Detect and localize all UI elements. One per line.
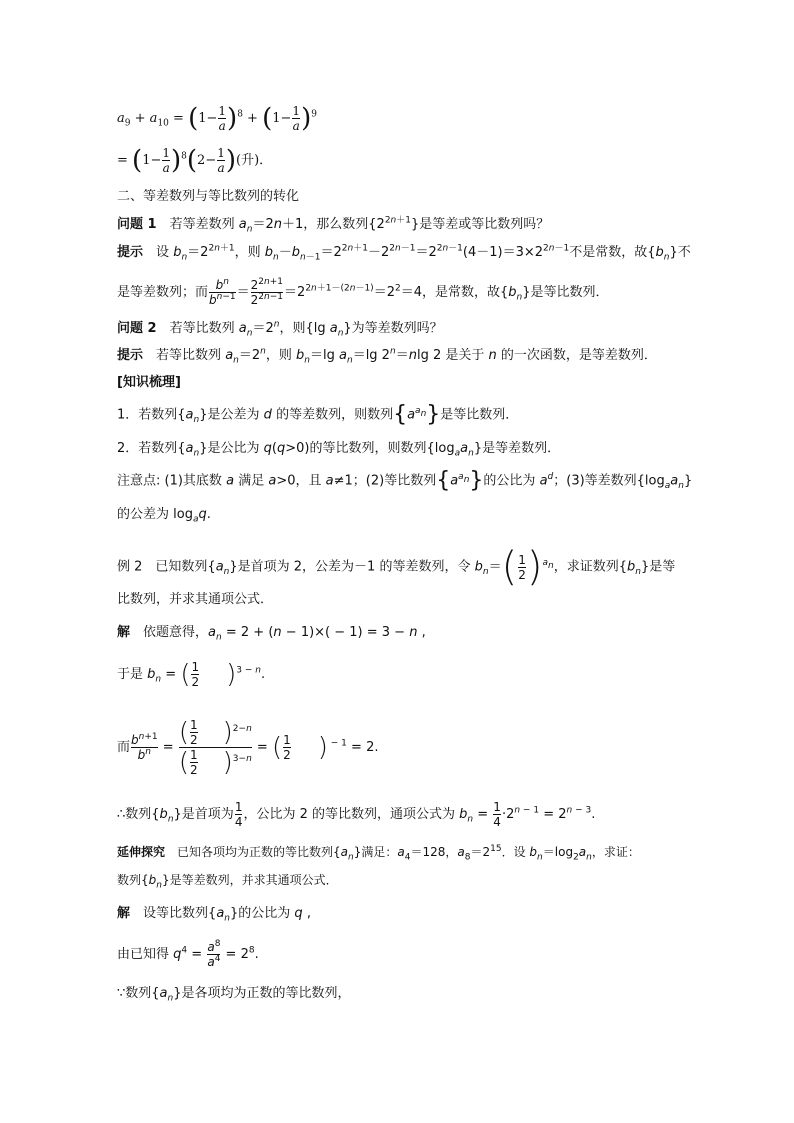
solution-3: 而 $\frac{b^{n+1}}{b^n}$ = ( $\frac{1}{2}$ )$^{2-n}$ ( $\frac{1}{2}$ )$^{3-n}$ = ( $\frac{1}{2}$ ) $^{- 1}$ = 2. [117, 717, 379, 778]
note-f: ；(3)等差数列{log [553, 473, 665, 489]
sol7-a: ∵数列{ [117, 986, 160, 1001]
h1-line2-a: 是等差数列；而 [117, 285, 209, 300]
k2-a: 2．若数列{ [117, 441, 186, 456]
solution-2: 于是 $b_n$ = ( $\frac{1}{2}$ )$^{3 - n}$. [117, 659, 266, 690]
solution-6: 由已知得 $q^4$ = $\frac{a^8}{a^4}$ = $2^8$. [117, 939, 259, 969]
hint-1: 提示 设 $b_n=2^{2n+1}$，则 $b_n-b_{n-1}=2^{2n+1}-2^{2n-1}=2^{2n-1}(4-1)=3\times 2^{2n-1}$不是常数，故$\{b_n\}$不 [117, 243, 691, 263]
h2-b: 是关于 [445, 348, 485, 363]
k1-b: }是公差为 [199, 407, 260, 423]
sol5-b: }的公比为 [230, 906, 291, 921]
ext-d: ，求证： [591, 845, 640, 859]
section-heading: 二、等差数列与等比数列的转化 [117, 189, 300, 204]
note-g: 的公差为 [117, 507, 170, 522]
sol4-b: }是首项为 [173, 807, 234, 822]
hint-1-label: 提示 [117, 245, 144, 260]
q1-text-b: ，那么数列{ [303, 217, 377, 232]
sol3-a: 而 [117, 740, 131, 755]
q2-text-b: ，则{lg [279, 321, 326, 336]
sol4-a: ∴数列{ [117, 807, 160, 822]
example-2-line-2: 比数列，并求其通项公式． [117, 592, 274, 607]
extension: 延伸探究 已知各项均为正数的等比数列$\{a_n\}$满足：$a_4=128$，$a_8=2^{15}$．设 $b_n=\log_2a_n$，求证： [117, 844, 640, 863]
ex2-a: 例 2 已知数列{ [117, 559, 216, 575]
note-d: ；(2)等比数列 [352, 473, 437, 489]
knowledge-title: [知识梳理] [117, 375, 181, 390]
q1-text-a: 若等差数列 [169, 217, 235, 232]
sol5-a: 设等比数列{ [143, 906, 217, 921]
hint-1-line-2: 是等差数列；而 $\frac{b^n}{b^{n-1}}$ ＝ $\frac{2^{2n+1}}{2^{2n-1}}$ $=2^{2n+1-(2n-1)}=2^2=4$，是常数，故$\{b_n\}$是等比数列． [117, 277, 609, 307]
k2-b: }是公比为 [199, 441, 260, 456]
solution-1: 解 依题意得，$a_n = 2 + (n - 1)\times( - 1) = 3 - n$ , [117, 625, 426, 643]
k2-c: 的等比数列，则数列{log [309, 441, 455, 456]
solution-5: 解 设等比数列$\{a_n\}$的公比为 q , [117, 906, 311, 924]
q2-text-a: 若等比数列 [169, 321, 235, 336]
k1-d: 是等比数列． [440, 407, 519, 423]
question-2: 问题 2 若等比数列 $a_n=2^n$，则{lg $a_n$}为等差数列吗？ [117, 319, 443, 339]
hint-2-label: 提示 [117, 348, 144, 363]
ext-a: 已知各项均为正数的等比数列{ [177, 845, 341, 859]
sol7-b: }是各项均为正数的等比数列， [173, 986, 351, 1001]
note-c: ，且 [295, 473, 322, 489]
knowledge-1: 1．若数列$\{a_n\}$是公差为 d 的等差数列，则数列$\{a^{a_n}\}$是等比数列． [117, 402, 519, 427]
extension-line-2: 数列$\{b_n\}$是等差数列，并求其通项公式． [117, 873, 338, 891]
sol4-c: ，公比为 2 的等比数列，通项公式为 [243, 807, 455, 822]
sol1-a: 依题意得， [143, 625, 209, 640]
question-2-label: 问题 2 [117, 321, 157, 336]
k1-a: 1．若数列{ [117, 407, 186, 423]
ex2-b: }是首项为 2，公差为－1 的等差数列，令 [229, 559, 471, 575]
sol6-a: 由已知得 [117, 947, 170, 962]
ex2-c: ，求证数列{ [553, 559, 627, 575]
h1-b: 不是常数，故{ [569, 245, 656, 260]
solution-7: ∵数列$\{a_n\}$是各项均为正数的等比数列， [117, 986, 351, 1004]
ext-b: }满足： [353, 845, 398, 859]
example-2: 例 2 已知数列$\{a_n\}$是首项为 2，公差为－1 的等差数列，令 $b_n=$( $\frac{1}{2}$ )$^{a_n}$，求证数列$\{b_n\}$是等 [117, 544, 676, 590]
hint-2: 提示 若等比数列 $a_n=2^n$，则 $b_n=\lg$ $a_n=\lg$ $2^n=nlg$ 2 是关于 n 的一次函数，是等差数列． [117, 346, 657, 366]
k2-d: }是等差数列． [473, 441, 561, 456]
q1-text-c: }是等差或等比数列吗？ [411, 217, 550, 232]
note-e: 的公比为 [483, 473, 536, 489]
extension-label: 延伸探究 [117, 845, 166, 859]
note-line-2: 的公差为 $\log_aq$. [117, 507, 211, 525]
unit-label: (升) [236, 153, 260, 168]
ext-line2-b: }是等差数列，并求其通项公式． [161, 873, 338, 887]
formula-a9-a10-result: = (1− $\frac{1}{a}$ )$^8$(2− $\frac{1}{a}$ )(升)． [117, 145, 273, 176]
note-a: 注意点: (1)其底数 [117, 473, 222, 489]
h1-line2-c: }是等比数列． [522, 285, 609, 300]
solution-label: 解 [117, 625, 131, 640]
ext-c: ．设 [501, 845, 526, 859]
h2-c: 的一次函数，是等差数列． [500, 348, 657, 363]
q2-text-c: }为等差数列吗？ [343, 321, 443, 336]
note-b: 满足 [238, 473, 265, 489]
h2-a: 若等比数列 [156, 348, 222, 363]
h1-line2-b: ，是常数，故{ [422, 285, 509, 300]
k1-c: 的等差数列，则数列 [276, 407, 394, 423]
solution-4: ∴数列$\{b_n\}$是首项为 $\frac{1}{4}$ ，公比为 2 的等比数列，通项公式为 $b_n$ = $\frac{1}{4}$ $\cdot 2^{n - 1} = 2^{n - 3}$. [117, 800, 596, 829]
knowledge-2: 2．若数列$\{a_n\}$是公比为 q(q>0)的等比数列，则数列$\{\log_aa_n\}$是等差数列． [117, 441, 561, 459]
formula-a9-a10: $a_9 + a_{10} = (1-$ $\frac{1}{a}$ )$^8$ + (1− $\frac{1}{a}$ )$^9$ [117, 103, 317, 134]
solution-label-2: 解 [117, 906, 131, 921]
note: 注意点: (1)其底数 a 满足 a>0，且 a≠1；(2)等比数列$\{a^{a_n}\}$的公比为 $a^d$；(3)等差数列$\{\log_aa_n\}$ [117, 468, 693, 493]
ext-line2-a: 数列{ [117, 873, 149, 887]
ex2-d: }是等 [640, 559, 676, 575]
sol2-a: 于是 [117, 667, 144, 682]
h1-c: }不 [669, 245, 691, 260]
h1-a: 设 [156, 245, 170, 260]
question-1-label: 问题 1 [117, 217, 157, 232]
question-1: 问题 1 若等差数列 $a_n=2n+1$，那么数列$\{2^{2n+1}\}$是等差或等比数列吗？ [117, 215, 550, 235]
